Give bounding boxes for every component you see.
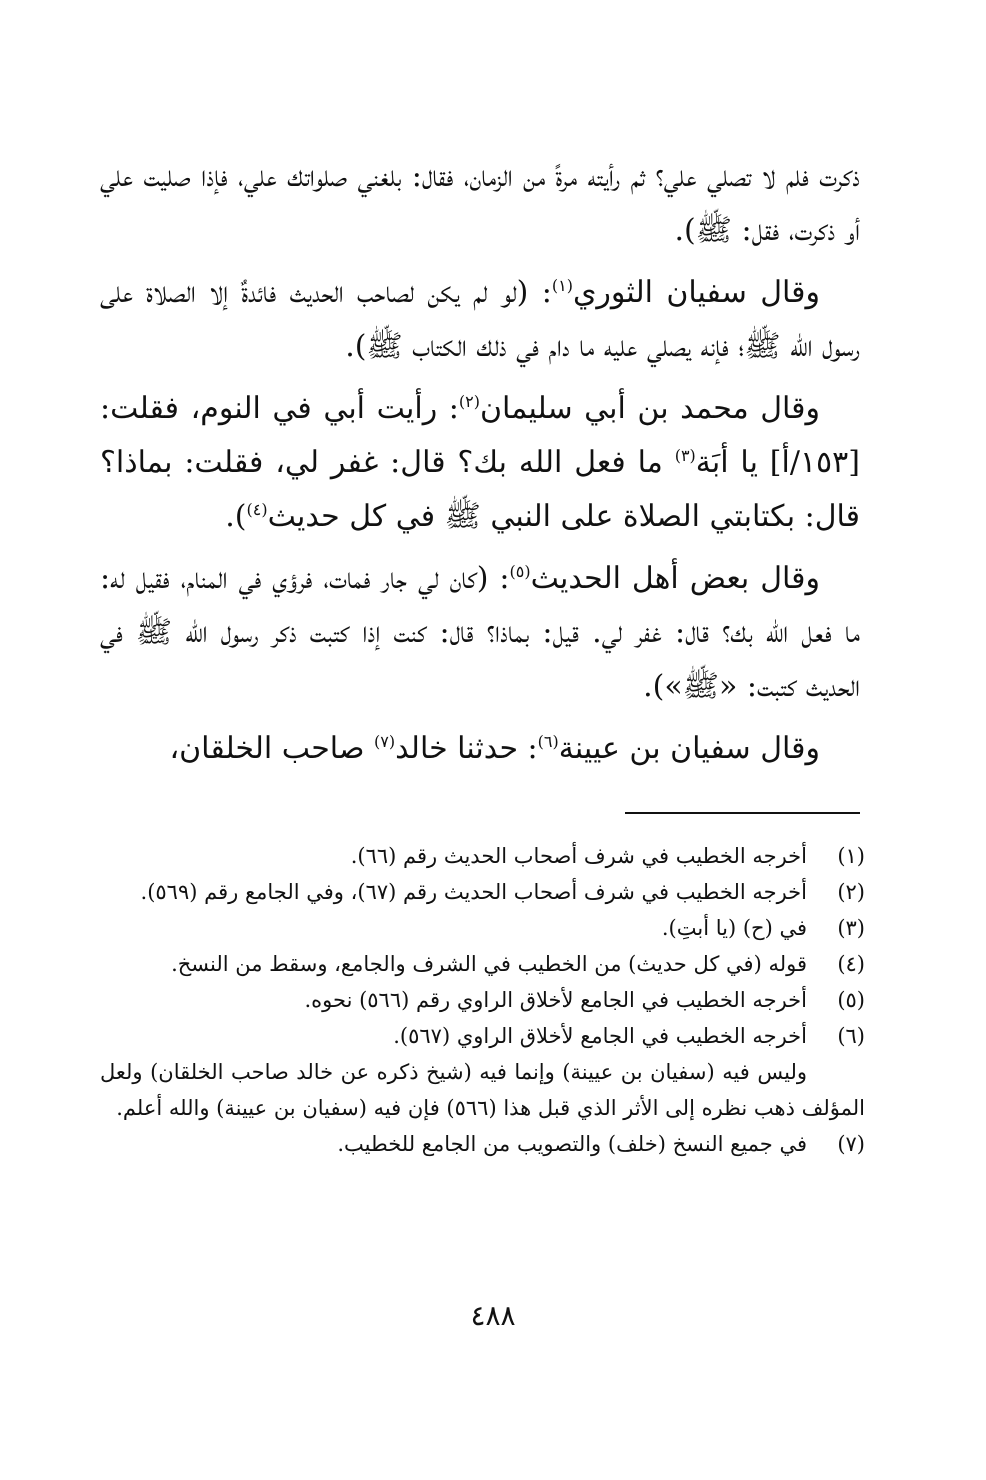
footnote-text: أخرجه الخطيب في شرف أصحاب الحديث رقم (٦٦).: [350, 844, 807, 868]
footnote-number: (٦): [837, 1024, 865, 1048]
footnote-text: في جميع النسخ (خلف) والتصويب من الجامع للخطيب.: [337, 1132, 807, 1156]
footnote-1: [100, 838, 865, 874]
paragraph-5-text-b: : حدثنا خالد: [395, 731, 538, 766]
footnote-number: (٣): [837, 916, 865, 940]
paragraph-1-text: ذكرت فلم لا تصلي علي؟ ثم رأيته مرةً من الزمان، فقال: بلغني صلواتك علي، فإذا صليت علي أو ذكرت، فقل: ﷺ).: [100, 159, 860, 248]
footnote-number: (٧): [837, 1132, 865, 1156]
footnote-text: قوله (في كل حديث) من الخطيب في الشرف والجامع، وسقط من النسخ.: [171, 952, 807, 976]
footnote-ref-1: (١): [551, 276, 573, 295]
paragraph-3-text-a: وقال محمد بن أبي سليمان: [479, 391, 821, 426]
main-text: [100, 150, 860, 784]
paragraph-3-text-c: ما فعل الله بك؟ قال: غفر لي، فقلت: بماذا؟ قال: بكتابتي الصلاة على النبي ﷺ في كل حديث: [100, 445, 860, 534]
footnote-6-continuation: وليس فيه (سفيان بن عيينة) وإنما فيه (شيخ ذكره عن خالد صاحب الخلقان) ولعل المؤلف ذهب نظره إلى الأثر الذي قبل هذا (٥٦٦) فإن فيه (سفيان بن عيينة) والله أعلم.: [100, 1060, 865, 1120]
footnote-ref-5: (٥): [509, 562, 531, 581]
footnote-2: [100, 874, 865, 910]
footnote-5: [100, 982, 865, 1018]
footnote-separator: [625, 812, 860, 814]
footnote-3: [100, 910, 865, 946]
paragraph-3-text-d: ).: [225, 499, 247, 534]
footnote-ref-2: (٢): [458, 392, 480, 411]
footnote-ref-7: (٧): [373, 732, 396, 751]
paragraph-1: [100, 150, 860, 258]
footnote-number: (١): [837, 844, 865, 868]
footnote-6: [100, 1018, 865, 1054]
paragraph-3: [100, 382, 860, 544]
paragraph-2-text-b: : (لو لم يكن لصاحب الحديث فائدةٌ إلا الصلاة على رسول الله ﷺ؛ فإنه يصلي عليه ما دام في ذلك الكتاب ﷺ).: [100, 275, 860, 364]
footnote-number: (٥): [837, 988, 865, 1012]
footnote-number: (٤): [837, 952, 865, 976]
footnote-ref-4: (٤): [246, 500, 268, 519]
paragraph-5-text-c: صاحب الخلقان،: [169, 731, 374, 766]
paragraph-3-text-b: : رأيت أبي في النوم، فقلت: [١٥٣/أ] يا أبَة: [100, 391, 860, 480]
paragraph-4: [100, 552, 860, 714]
paragraph-5-text-a: وقال سفيان بن عيينة: [558, 731, 820, 766]
footnote-text: أخرجه الخطيب في الجامع لأخلاق الراوي رقم (٥٦٦) نحوه.: [304, 988, 807, 1012]
footnote-7: [100, 1126, 865, 1162]
footnote-4: [100, 946, 865, 982]
footnote-text: أخرجه الخطيب في الجامع لأخلاق الراوي (٥٦٧).: [393, 1024, 807, 1048]
paragraph-5: [100, 722, 860, 776]
paragraph-4-text-b: : (كان لي جار فمات، فرؤي في المنام، فقيل له: ما فعل الله بك؟ قال: غفر لي. قيل: بماذا؟ قال: كنت إذا كتبت ذكر رسول الله ﷺ في الحديث كتبت: «ﷺ»).: [100, 561, 860, 704]
paragraph-2-text-a: وقال سفيان الثوري: [572, 275, 820, 310]
paragraph-4-text-a: وقال بعض أهل الحديث: [530, 561, 820, 596]
footnote-number: (٢): [837, 880, 865, 904]
page-number: ٤٨٨: [470, 1299, 516, 1332]
footnotes: [100, 838, 865, 1162]
footnote-ref-3: (٣): [674, 446, 696, 465]
footnote-text: أخرجه الخطيب في شرف أصحاب الحديث رقم (٦٧)، وفي الجامع رقم (٥٦٩).: [140, 880, 807, 904]
footnote-ref-6: (٦): [537, 732, 559, 751]
footnote-text: في (ح) (يا أبتِ).: [661, 916, 807, 940]
paragraph-2: [100, 266, 860, 374]
